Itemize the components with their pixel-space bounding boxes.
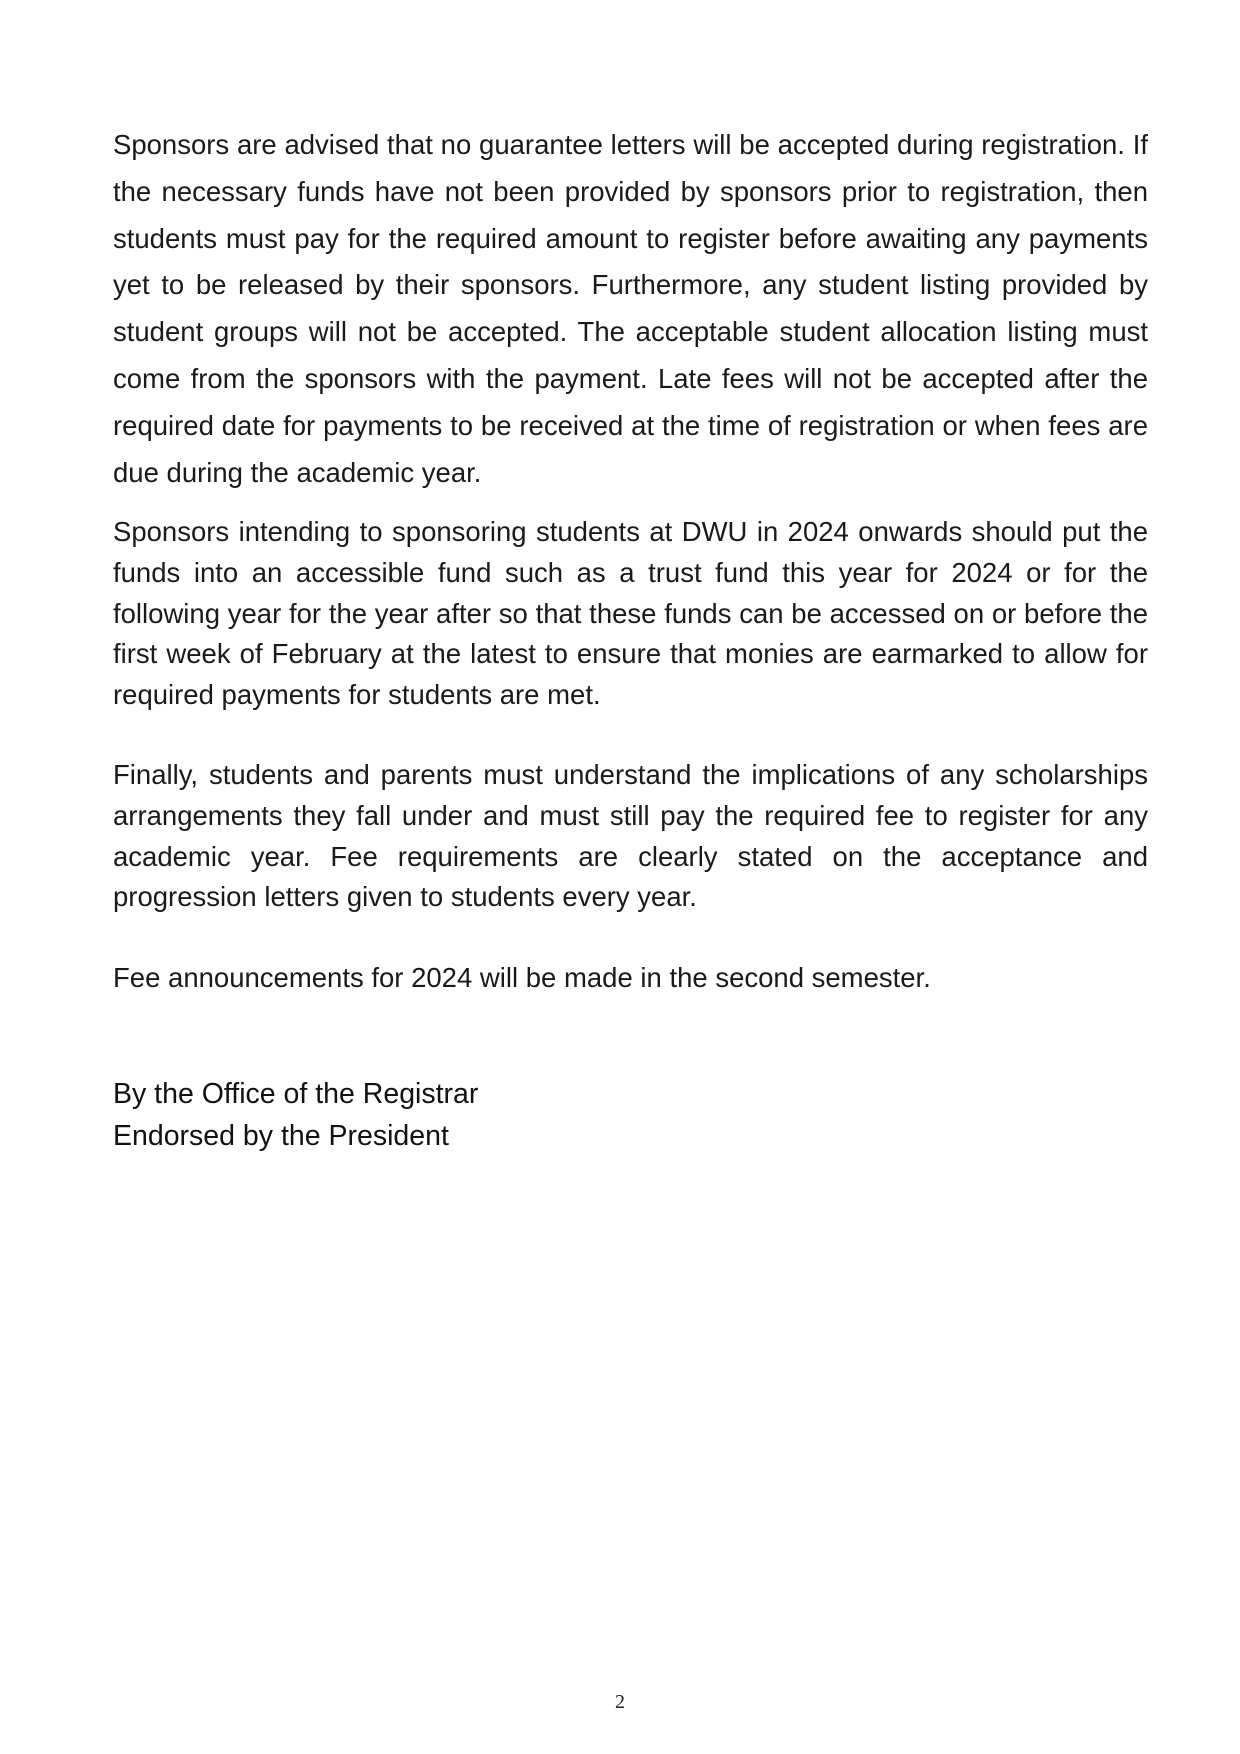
paragraph-scholarship-implications: Finally, students and parents must understand the implications of any scholarships arrangements they fall under and must still pay the required fee to register for any academic year. Fee requirements are clearly stated on the acceptance and progression letters given to students every year. [113,759,1148,913]
paragraph-sponsor-guarantee-letters: Sponsors are advised that no guarantee letters will be accepted during registration. If the necessary funds have not been provided by sponsors prior to registration, then students must pay for the required amount to register before awaiting any payments yet to be released by their sponsors. Furthermore, any student listing provided by student groups will not be accepted. The acceptable student allocation listing must come from the sponsors with the payment. Late fees will not be accepted after the required date for payments to be received at the time of registration or when fees are due during the academic year. [113,129,1148,488]
page-number: 2 [615,1691,625,1713]
signoff-president: Endorsed by the President [113,1119,449,1152]
document-body [113,122,1148,1157]
paragraph-fee-announcements: Fee announcements for 2024 will be made in the second semester. [113,961,931,993]
signoff-registrar: By the Office of the Registrar [113,1078,479,1111]
paragraph-sponsor-funding-2024: Sponsors intending to sponsoring students at DWU in 2024 onwards should put the funds into an accessible fund such as a trust fund this year for 2024 or for the following year for the year after so that these funds can be accessed on or before the first week of February at the latest to ensure that monies are earmarked to allow for required payments for students are met. [113,516,1148,710]
signoff-block [113,1074,1148,1157]
